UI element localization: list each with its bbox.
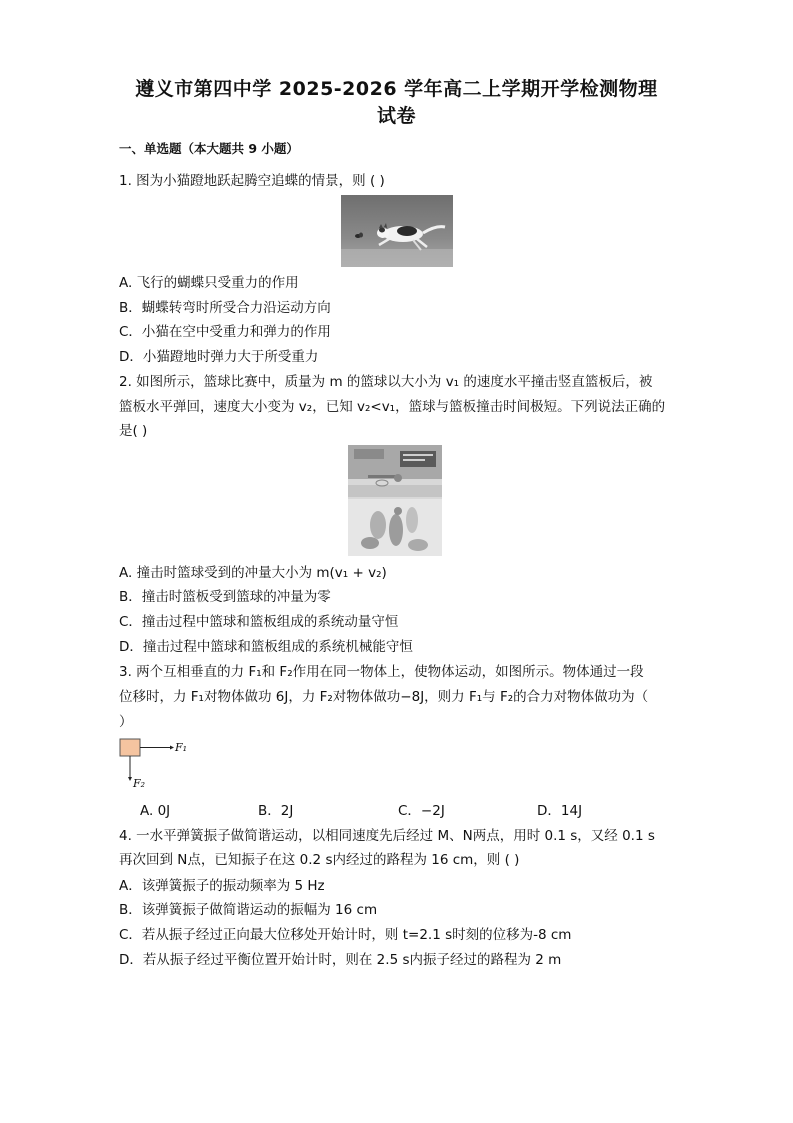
f2-label: F₂: [133, 777, 146, 790]
q1-option-c: C．小猫在空中受重力和弹力的作用: [119, 324, 331, 340]
basketball-photo-graphic: [348, 445, 442, 556]
f1-label: F₁: [175, 741, 188, 754]
q3-option-b: B．2J: [258, 803, 294, 819]
q2-option-d: D．撞击过程中篮球和篮板组成的系统机械能守恒: [119, 639, 413, 655]
q3-option-c: C．−2J: [398, 803, 445, 819]
q1-stem: 1. 图为小猫蹬地跃起腾空追蝶的情景，则 ( ): [119, 173, 385, 189]
q2-stem-line2: 篮板水平弹回，速度大小变为 v₂，已知 v₂<v₁，篮球与篮板撞击时间极短。下列说法正确的: [119, 399, 666, 415]
force-diagram: [119, 737, 199, 795]
q3-stem-line3: ）: [119, 714, 133, 730]
q2-stem-line1: 2. 如图所示，篮球比赛中，质量为 m 的篮球以大小为 v₁ 的速度水平撞击竖直篮板后，被: [119, 374, 653, 390]
q4-option-a: A．该弹簧振子的振动频率为 5 Hz: [119, 878, 325, 894]
q2-option-a: A. 撞击时篮球受到的冲量大小为 m(v₁ + v₂): [119, 565, 387, 581]
cat-photo-graphic: [341, 195, 453, 267]
q1-option-b: B．蝴蝶转弯时所受合力沿运动方向: [119, 300, 331, 316]
object-block: [120, 739, 140, 756]
basketball-game-photo: [348, 445, 442, 556]
cat-chasing-butterfly-photo: [341, 195, 453, 267]
q4-stem-line2: 再次回到 N点，已知振子在这 0.2 s内经过的路程为 16 cm，则 ( ): [119, 852, 520, 868]
q3-stem-line2: 位移时，力 F₁对物体做功 6J，力 F₂对物体做功−8J，则力 F₁与 F₂的合力对物体做功为（: [119, 689, 649, 705]
q1-option-d: D．小猫蹬地时弹力大于所受重力: [119, 349, 319, 365]
q2-option-c: C．撞击过程中篮球和篮板组成的系统动量守恒: [119, 614, 399, 630]
exam-title-line1: 遵义市第四中学 2025-2026 学年高二上学期开学检测物理: [135, 78, 658, 100]
q3-option-d: D．14J: [537, 803, 583, 819]
q4-option-c: C．若从振子经过正向最大位移处开始计时，则 t=2.1 s时刻的位移为-8 cm: [119, 927, 572, 943]
section-heading: 一、单选题（本大题共 9 小题）: [119, 141, 299, 156]
q2-stem-line3: 是( ): [119, 423, 148, 439]
q4-stem-line1: 4. 一水平弹簧振子做简谐运动，以相同速度先后经过 M、N两点，用时 0.1 s，又经 0.1 s: [119, 828, 655, 844]
q2-option-b: B．撞击时篮板受到篮球的冲量为零: [119, 589, 331, 605]
exam-title-line2: 试卷: [376, 105, 416, 127]
q3-option-a: A. 0J: [140, 803, 171, 819]
q1-option-a: A. 飞行的蝴蝶只受重力的作用: [119, 275, 299, 291]
q3-stem-line1: 3. 两个互相垂直的力 F₁和 F₂作用在同一物体上，使物体运动，如图所示。物体通过一段: [119, 664, 644, 680]
q4-option-b: B．该弹簧振子做简谐运动的振幅为 16 cm: [119, 902, 378, 918]
q4-option-d: D．若从振子经过平衡位置开始计时，则在 2.5 s内振子经过的路程为 2 m: [119, 952, 562, 968]
